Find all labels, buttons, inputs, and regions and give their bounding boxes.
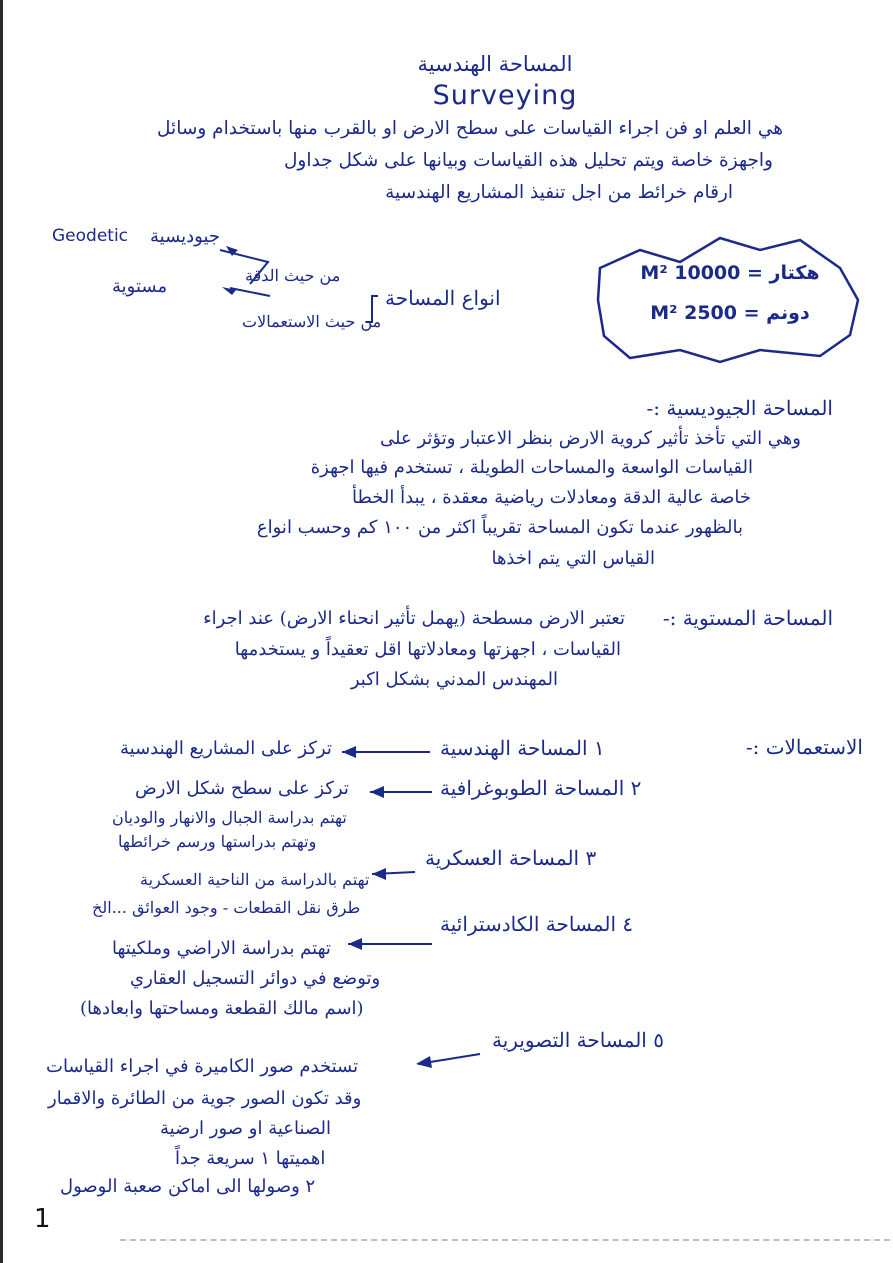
plane-line-1: تعتبر الارض مسطحة (يهمل تأثير انحناء الارض) عند اجراء bbox=[203, 608, 625, 629]
use-2-desc-3: وتهتم بدراستها ورسم خرائطها bbox=[118, 832, 317, 851]
use-1-desc-1: تركز على المشاريع الهندسية bbox=[120, 738, 332, 759]
by-accuracy-label: من حيث الدقة bbox=[245, 266, 341, 285]
geodetic-line-4: بالظهور عندما تكون المساحة تقريباً اكثر من ١٠٠ كم وحسب انواع bbox=[256, 517, 743, 538]
geodetic-line-3: خاصة عالية الدقة ومعادلات رياضية معقدة ، يبدأ الخطأ bbox=[352, 487, 751, 508]
geodetic-english-label: Geodetic bbox=[52, 226, 129, 246]
page-bottom-edge bbox=[120, 1239, 890, 1241]
unit-hectare: هكتار = 10000 M² bbox=[640, 262, 820, 284]
use-3-desc-2: طرق نقل القطعات - وجود العوائق ...الخ bbox=[92, 898, 361, 917]
use-3-name: ٣ المساحة العسكرية bbox=[425, 846, 597, 870]
use-4-desc-1: تهتم بدراسة الاراضي وملكيتها bbox=[112, 938, 331, 959]
unit-dunam: دونم = 2500 M² bbox=[650, 302, 810, 324]
by-use-label: من حيث الاستعمالات bbox=[242, 312, 382, 331]
geodetic-line-1: وهي التي تأخذ تأثير كروية الارض بنظر الاعتبار وتؤثر على bbox=[380, 428, 801, 449]
use-2-desc-1: تركز على سطح شكل الارض bbox=[135, 778, 349, 799]
definition-line-2: واجهزة خاصة ويتم تحليل هذه القياسات وبيانها على شكل جداول bbox=[283, 150, 773, 171]
types-heading: انواع المساحة bbox=[385, 286, 501, 310]
geodetic-line-5: القياس التي يتم اخذها bbox=[491, 548, 655, 569]
use-4-desc-3: (اسم مالك القطعة ومساحتها وابعادها) bbox=[80, 998, 364, 1019]
use-5-desc-4: اهميتها ١ سريعة جداً bbox=[175, 1148, 326, 1169]
geodetic-line-2: القياسات الواسعة والمساحات الطويلة ، تستخدم فيها اجهزة bbox=[310, 457, 753, 478]
page-left-edge bbox=[0, 0, 3, 1263]
page-number: 1 bbox=[34, 1204, 51, 1234]
use-5-desc-2: وقد تكون الصور جوية من الطائرة والاقمار bbox=[48, 1088, 362, 1109]
use-5-desc-3: الصناعية او صور ارضية bbox=[160, 1118, 332, 1139]
plane-label: مستوية bbox=[112, 276, 168, 297]
geodetic-arabic-label: جيوديسية bbox=[150, 226, 221, 247]
definition-line-1: هي العلم او فن اجراء القياسات على سطح الارض او بالقرب منها باستخدام وسائل bbox=[157, 118, 783, 139]
uses-heading: الاستعمالات :- bbox=[745, 735, 863, 759]
plane-section-heading: المساحة المستوية :- bbox=[662, 606, 833, 630]
plane-line-3: المهندس المدني بشكل اكبر bbox=[350, 669, 558, 690]
use-5-desc-1: تستخدم صور الكاميرة في اجراء القياسات bbox=[46, 1056, 359, 1077]
units-cloud-box bbox=[598, 238, 858, 362]
use-4-name: ٤ المساحة الكادسترائية bbox=[440, 912, 634, 936]
use-5-desc-5: ٢ وصولها الى اماكن صعبة الوصول bbox=[60, 1176, 316, 1197]
definition-line-3: ارقام خرائط من اجل تنفيذ المشاريع الهندسية bbox=[385, 182, 733, 203]
plane-line-2: القياسات ، اجهزتها ومعادلاتها اقل تعقيداً و يستخدمها bbox=[234, 639, 621, 660]
use-1-name: ١ المساحة الهندسية bbox=[440, 736, 605, 760]
use-3-desc-1: تهتم بالدراسة من الناحية العسكرية bbox=[140, 870, 370, 889]
use-2-desc-2: تهتم بدراسة الجبال والانهار والوديان bbox=[112, 808, 347, 827]
title-english: Surveying bbox=[432, 80, 578, 111]
use-2-name: ٢ المساحة الطوبوغرافية bbox=[440, 776, 642, 800]
title-arabic: المساحة الهندسية bbox=[417, 52, 573, 76]
use-4-desc-2: وتوضع في دوائر التسجيل العقاري bbox=[130, 968, 381, 989]
geodetic-section-heading: المساحة الجيوديسية :- bbox=[646, 396, 833, 420]
use-5-name: ٥ المساحة التصويرية bbox=[492, 1028, 664, 1052]
